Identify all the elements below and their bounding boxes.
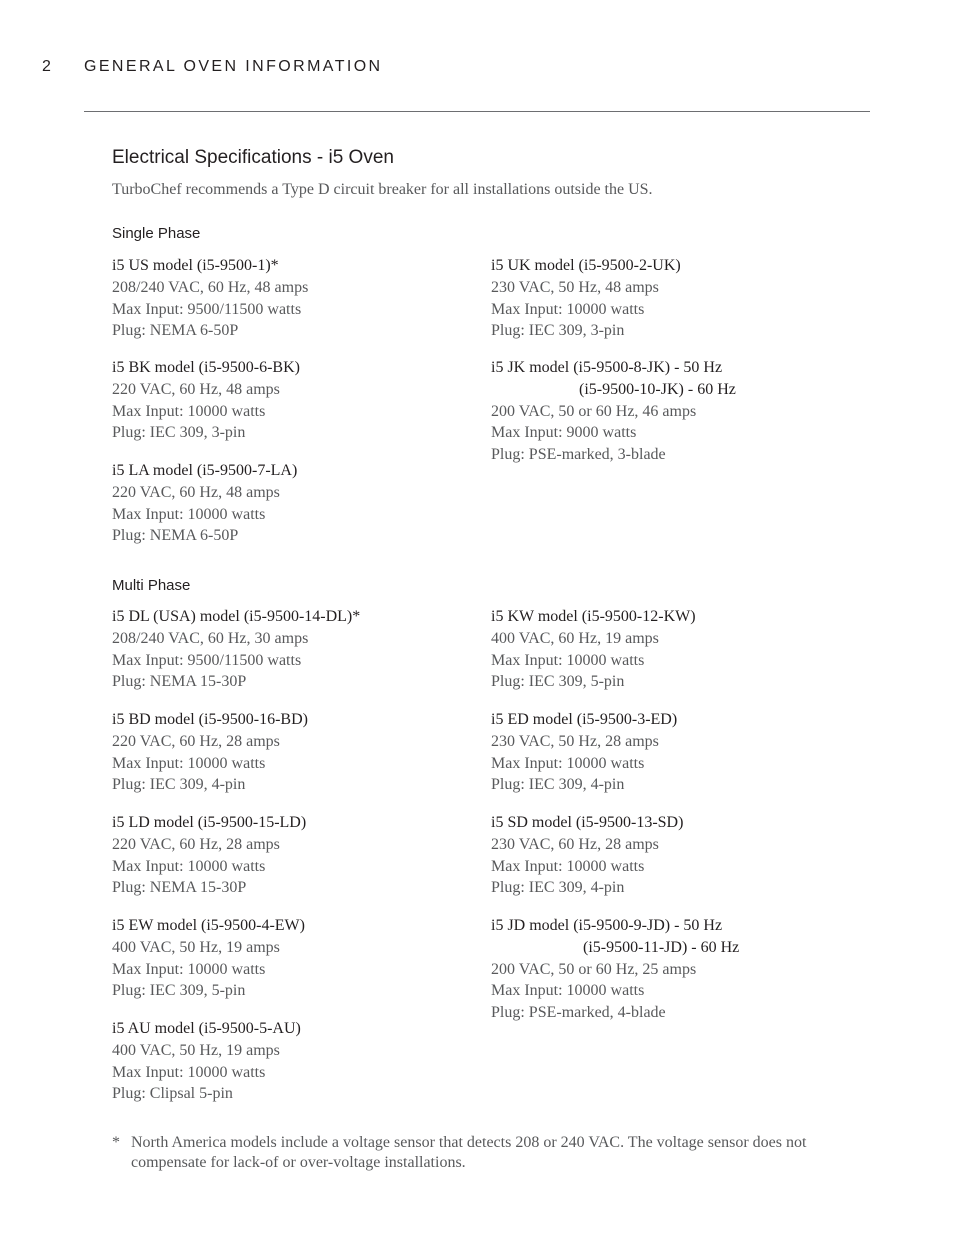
footnote: [112, 1133, 842, 1172]
model-voltage: 400 VAC, 50 Hz, 19 amps: [112, 938, 280, 956]
model-name: i5 JK model (i5-9500-8-JK) - 50 Hz: [491, 359, 723, 376]
model-voltage: 200 VAC, 50 or 60 Hz, 46 amps: [491, 402, 697, 420]
model-name: i5 UK model (i5-9500-2-UK): [491, 257, 681, 274]
spec-block: [112, 1018, 301, 1105]
model-input: Max Input: 10000 watts: [491, 300, 645, 318]
model-plug: Plug: PSE-marked, 4-blade: [491, 1004, 666, 1022]
model-input: Max Input: 10000 watts: [112, 402, 266, 420]
footnote-text: North America models include a voltage sensor that detects 208 or 240 VAC. The voltage sensor does not compensate for lack-of or over-voltage installations.: [131, 1134, 807, 1171]
model-plug: Plug: NEMA 6-50P: [112, 322, 239, 340]
model-voltage: 400 VAC, 60 Hz, 19 amps: [491, 629, 659, 647]
model-name: i5 BK model (i5-9500-6-BK): [112, 359, 300, 376]
model-name-alt: (i5-9500-10-JK) - 60 Hz: [579, 380, 736, 398]
model-name: i5 KW model (i5-9500-12-KW): [491, 608, 696, 625]
model-name-alt: (i5-9500-11-JD) - 60 Hz: [583, 938, 740, 956]
model-plug: Plug: NEMA 6-50P: [112, 527, 239, 545]
spec-block: [491, 709, 677, 796]
spec-block: [112, 606, 360, 693]
model-name: i5 LD model (i5-9500-15-LD): [112, 814, 307, 831]
model-name: i5 LA model (i5-9500-7-LA): [112, 462, 298, 479]
intro-text: TurboChef recommends a Type D circuit breaker for all installations outside the US.: [112, 181, 653, 198]
model-plug: Plug: NEMA 15-30P: [112, 879, 247, 897]
model-voltage: 220 VAC, 60 Hz, 28 amps: [112, 835, 280, 853]
model-plug: Plug: IEC 309, 5-pin: [112, 982, 246, 1000]
model-plug: Plug: NEMA 15-30P: [112, 673, 247, 691]
page-number: 2: [42, 58, 54, 75]
model-input: Max Input: 10000 watts: [491, 754, 645, 772]
spec-block: [112, 255, 308, 342]
model-input: Max Input: 10000 watts: [112, 754, 266, 772]
model-voltage: 220 VAC, 60 Hz, 28 amps: [112, 732, 280, 750]
model-name: i5 JD model (i5-9500-9-JD) - 50 Hz: [491, 917, 723, 934]
model-input: Max Input: 10000 watts: [112, 960, 266, 978]
model-voltage: 230 VAC, 60 Hz, 28 amps: [491, 835, 659, 853]
page-header: [42, 58, 383, 76]
spec-block: [491, 357, 736, 466]
model-input: Max Input: 9500/11500 watts: [112, 651, 302, 669]
model-input: Max Input: 10000 watts: [491, 651, 645, 669]
spec-block: [491, 915, 739, 1024]
model-name: i5 DL (USA) model (i5-9500-14-DL)*: [112, 608, 361, 625]
spec-block: [112, 357, 300, 444]
model-plug: Plug: IEC 309, 4-pin: [112, 776, 246, 794]
spec-block: [112, 709, 308, 796]
model-voltage: 220 VAC, 60 Hz, 48 amps: [112, 380, 280, 398]
multi-phase-heading: Multi Phase: [112, 577, 191, 594]
model-name: i5 BD model (i5-9500-16-BD): [112, 711, 308, 728]
spec-block: [112, 915, 305, 1002]
model-name: i5 US model (i5-9500-1)*: [112, 257, 279, 274]
model-plug: Plug: PSE-marked, 3-blade: [491, 446, 666, 464]
model-input: Max Input: 10000 watts: [491, 857, 645, 875]
model-voltage: 220 VAC, 60 Hz, 48 amps: [112, 483, 280, 501]
model-name: i5 ED model (i5-9500-3-ED): [491, 711, 678, 728]
model-plug: Plug: Clipsal 5-pin: [112, 1085, 233, 1103]
model-input: Max Input: 10000 watts: [112, 857, 266, 875]
model-plug: Plug: IEC 309, 4-pin: [491, 776, 625, 794]
model-input: Max Input: 10000 watts: [112, 505, 266, 523]
header-rule: [84, 111, 870, 112]
model-name: i5 AU model (i5-9500-5-AU): [112, 1020, 301, 1037]
model-plug: Plug: IEC 309, 4-pin: [491, 879, 625, 897]
page-title: Electrical Specifications - i5 Oven: [112, 147, 394, 168]
model-input: Max Input: 10000 watts: [491, 982, 645, 1000]
model-voltage: 208/240 VAC, 60 Hz, 48 amps: [112, 278, 309, 296]
footnote-mark: *: [112, 1134, 120, 1151]
model-voltage: 230 VAC, 50 Hz, 48 amps: [491, 278, 659, 296]
spec-block: [112, 812, 306, 899]
model-name: i5 SD model (i5-9500-13-SD): [491, 814, 684, 831]
section-title: GENERAL OVEN INFORMATION: [84, 58, 383, 75]
model-plug: Plug: IEC 309, 3-pin: [112, 424, 246, 442]
model-input: Max Input: 9000 watts: [491, 424, 637, 442]
spec-block: [491, 255, 681, 342]
spec-block: [491, 812, 683, 899]
spec-block: [112, 460, 297, 547]
model-voltage: 230 VAC, 50 Hz, 28 amps: [491, 732, 659, 750]
spec-block: [491, 606, 696, 693]
model-input: Max Input: 10000 watts: [112, 1063, 266, 1081]
model-voltage: 200 VAC, 50 or 60 Hz, 25 amps: [491, 960, 697, 978]
model-plug: Plug: IEC 309, 5-pin: [491, 673, 625, 691]
model-input: Max Input: 9500/11500 watts: [112, 300, 302, 318]
model-name: i5 EW model (i5-9500-4-EW): [112, 917, 305, 934]
single-phase-heading: Single Phase: [112, 225, 201, 242]
model-voltage: 208/240 VAC, 60 Hz, 30 amps: [112, 629, 309, 647]
model-plug: Plug: IEC 309, 3-pin: [491, 322, 625, 340]
model-voltage: 400 VAC, 50 Hz, 19 amps: [112, 1041, 280, 1059]
